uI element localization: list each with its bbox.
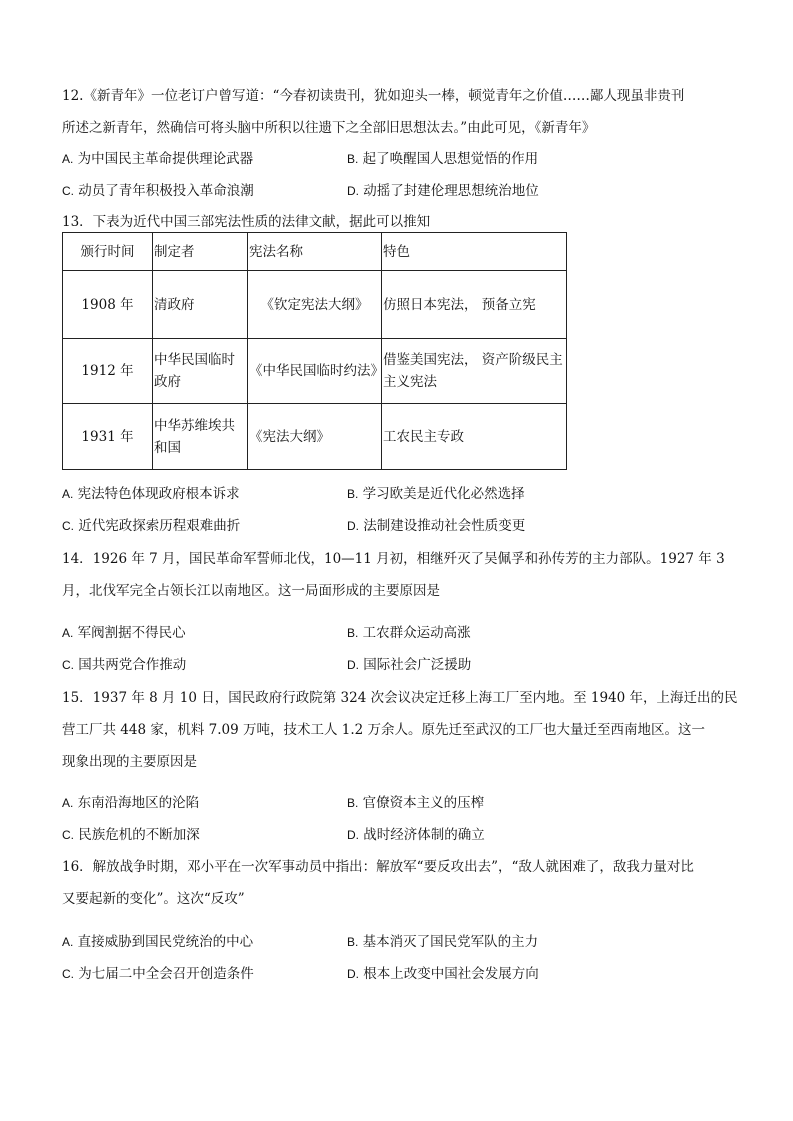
- option-16-a[interactable]: A. 直接威胁到国民党统治的中心: [62, 934, 254, 950]
- question-16-options-row1: [62, 926, 742, 958]
- question-16-stem: [62, 851, 742, 915]
- option-13-d[interactable]: D. 法制建设推动社会性质变更: [347, 518, 526, 534]
- option-13-c[interactable]: C. 近代宪政探索历程艰难曲折: [62, 518, 241, 534]
- table-row: [63, 271, 567, 339]
- question-14-stem-line2: 月，北伐军完全占领长江以南地区。这一局面形成的主要原因是: [62, 583, 440, 599]
- question-12-stem-line2: 所述之新青年，然确信可将头脑中所积以往遗下之全部旧思想汰去。”由此可见，《新青年》: [62, 120, 596, 136]
- table-cell: 《钦定宪法大纲》: [248, 271, 382, 339]
- option-12-b[interactable]: B. 起了唤醒国人思想觉悟的作用: [347, 151, 539, 167]
- question-15-stem-line1: 15．1937 年 8 月 10 日，国民政府行政院第 324 次会议决定迁移上海工厂至内地。至 1940 年，上海迁出的民: [62, 690, 738, 706]
- question-13-options-row1: [62, 478, 742, 510]
- table-cell: 1912 年: [63, 339, 153, 404]
- question-13-options-row2: [62, 510, 742, 542]
- table-header-cell: 特色: [382, 233, 567, 271]
- table-cell: 《宪法大纲》: [248, 404, 382, 470]
- question-14-stem: [62, 543, 742, 607]
- table-cell: 仿照日本宪法， 预备立宪: [382, 271, 567, 339]
- question-16-options-row2: [62, 958, 742, 990]
- option-13-b[interactable]: B. 学习欧美是近代化必然选择: [347, 486, 525, 502]
- question-14-options-row1: [62, 617, 742, 649]
- option-15-d[interactable]: D. 战时经济体制的确立: [347, 827, 485, 843]
- question-12-options-row1: [62, 143, 742, 175]
- option-15-b[interactable]: B. 官僚资本主义的压榨: [347, 795, 485, 811]
- table-cell: 中华民国临时政府: [153, 339, 248, 404]
- question-15-options-row2: [62, 819, 742, 851]
- table-cell: 1931 年: [63, 404, 153, 470]
- question-15-stem: [62, 682, 742, 778]
- option-12-d[interactable]: D. 动摇了封建伦理思想统治地位: [347, 183, 539, 199]
- question-14-stem-line1: 14．1926 年 7 月，国民革命军誓师北伐，10—11 月初，相继歼灭了吴佩孚和孙传芳的主力部队。1927 年 3: [62, 551, 725, 567]
- table-header-row: [63, 233, 567, 271]
- question-15-options-row1: [62, 787, 742, 819]
- option-14-a[interactable]: A. 军阀割据不得民心: [62, 625, 186, 641]
- question-15-stem-line3: 现象出现的主要原因是: [62, 754, 197, 770]
- option-12-a[interactable]: A. 为中国民主革命提供理论武器: [62, 151, 254, 167]
- option-16-d[interactable]: D. 根本上改变中国社会发展方向: [347, 966, 539, 982]
- table-header-cell: 制定者: [153, 233, 248, 271]
- option-13-a[interactable]: A. 宪法特色体现政府根本诉求: [62, 486, 240, 502]
- question-12-stem-line1: 12.《新青年》一位老订户曾写道：“今春初读贵刊，犹如迎头一棒，顿觉青年之价值……鄙人现虽非贵刊: [62, 88, 685, 104]
- question-13-stem: 13．下表为近代中国三部宪法性质的法律文献，据此可以推知: [62, 214, 431, 230]
- table-cell: 借鉴美国宪法， 资产阶级民主主义宪法: [382, 339, 567, 404]
- option-16-c[interactable]: C. 为七届二中全会召开创造条件: [62, 966, 254, 982]
- table-row: [63, 339, 567, 404]
- constitution-table: [62, 232, 567, 470]
- question-12-stem: [62, 80, 742, 144]
- table-cell: 《中华民国临时约法》: [248, 339, 382, 404]
- question-12-options-row2: [62, 175, 742, 207]
- table-row: [63, 404, 567, 470]
- table-cell: 工农民主专政: [382, 404, 567, 470]
- question-14-options-row2: [62, 649, 742, 681]
- option-14-c[interactable]: C. 国共两党合作推动: [62, 657, 187, 673]
- option-14-b[interactable]: B. 工农群众运动高涨: [347, 625, 471, 641]
- question-15-stem-line2: 营工厂共 448 家，机料 7.09 万吨，技术工人 1.2 万余人。原先迁至武汉的工厂也大量迁至西南地区。这一: [62, 722, 706, 738]
- option-14-d[interactable]: D. 国际社会广泛援助: [347, 657, 472, 673]
- question-16-stem-line2: 又要起新的变化”。这次“反攻”: [62, 891, 245, 907]
- table-cell: 清政府: [153, 271, 248, 339]
- table-header-cell: 颁行时间: [63, 233, 153, 271]
- option-12-c[interactable]: C. 动员了青年积极投入革命浪潮: [62, 183, 254, 199]
- table-header-cell: 宪法名称: [248, 233, 382, 271]
- option-15-a[interactable]: A. 东南沿海地区的沦陷: [62, 795, 200, 811]
- question-16-stem-line1: 16．解放战争时期，邓小平在一次军事动员中指出：解放军“要反攻出去”，“敌人就困难了，敌我力量对比: [62, 859, 694, 875]
- table-cell: 中华苏维埃共和国: [153, 404, 248, 470]
- table-cell: 1908 年: [63, 271, 153, 339]
- option-16-b[interactable]: B. 基本消灭了国民党军队的主力: [347, 934, 539, 950]
- option-15-c[interactable]: C. 民族危机的不断加深: [62, 827, 200, 843]
